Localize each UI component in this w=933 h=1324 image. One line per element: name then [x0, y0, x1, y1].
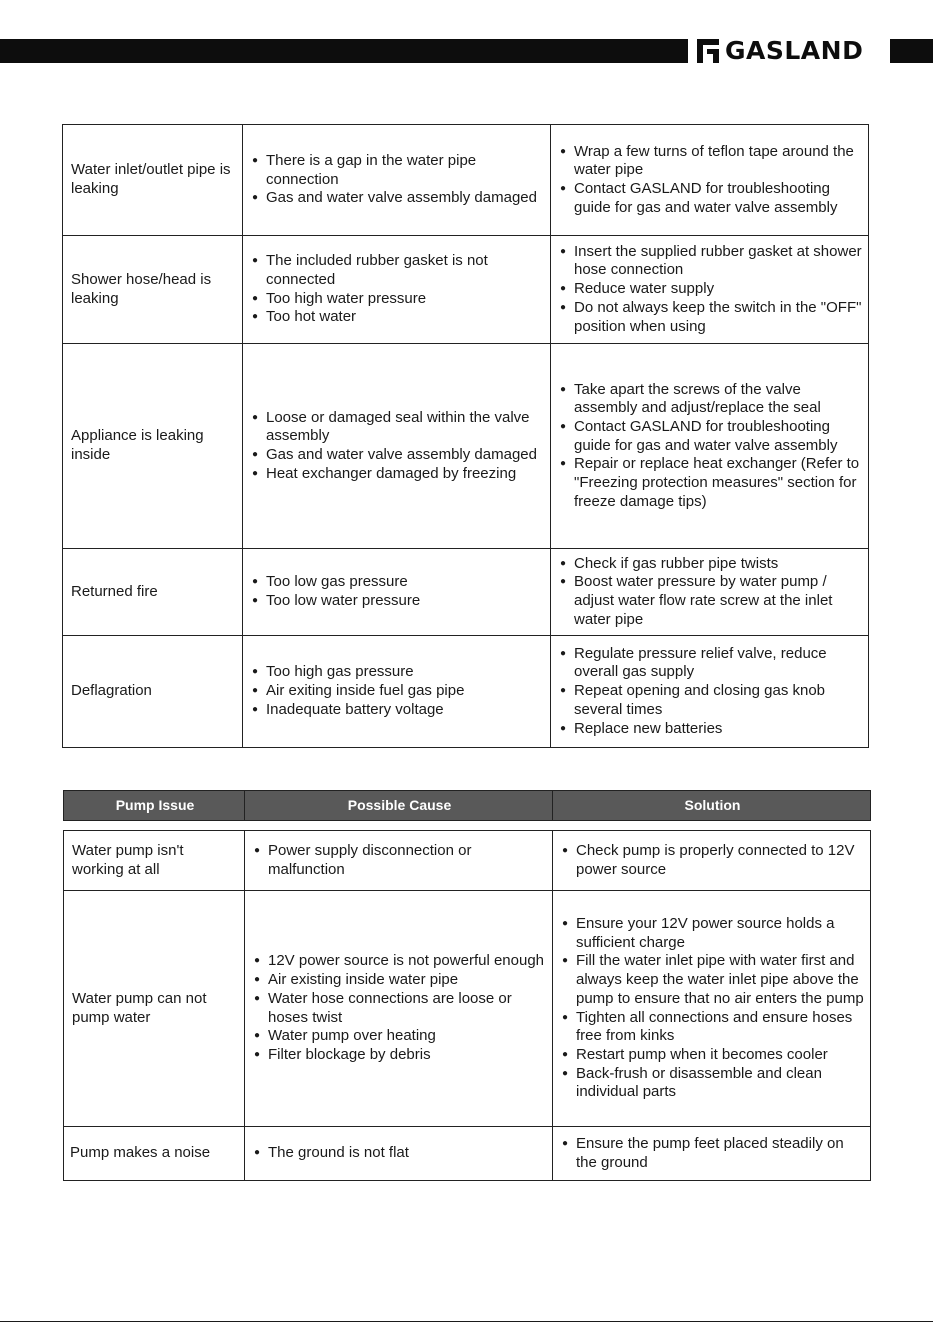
list-item: ● Check pump is properly connected to 12V power source [561, 842, 870, 879]
issue-text: Water inlet/outlet pipe is leaking [71, 161, 231, 197]
list-item: ● Inadequate battery voltage [251, 701, 544, 720]
cause-cell [243, 549, 551, 636]
table-row [63, 125, 869, 236]
table-row [63, 636, 869, 748]
cause-cell [243, 125, 551, 236]
list-item: ● Tighten all connections and ensure hoses free from kinks [561, 1009, 864, 1046]
list-item: ● Repair or replace heat exchanger (Refer to "Freezing protection measures" section for freeze damage tips) [559, 455, 862, 511]
brand-name: GASLAND [725, 36, 864, 65]
table-row [64, 1127, 871, 1181]
troubleshooting-table-pump [63, 790, 871, 1181]
list-item: ● Fill the water inlet pipe with water first and always keep the water inlet pipe above the pump to ensure that no air enters the pump [561, 952, 864, 1008]
table-row [63, 236, 869, 344]
list-item: ● Too hot water [251, 308, 544, 327]
list-item: ● Gas and water valve assembly damaged [251, 446, 544, 465]
list-item: ● Repeat opening and closing gas knob several times [559, 682, 862, 719]
list-item: ● Check if gas rubber pipe twists [559, 555, 862, 574]
spacer-row [64, 821, 871, 831]
issue-cell [64, 891, 245, 1127]
list-item: ● Reduce water supply [559, 280, 862, 299]
list-item: ● Too low water pressure [251, 592, 544, 611]
column-header-issue: Pump Issue [64, 791, 245, 821]
issue-cell [63, 125, 243, 236]
issue-text: Water pump can not pump water [72, 989, 207, 1026]
list-item: ● Contact GASLAND for troubleshooting guide for gas and water valve assembly [559, 418, 862, 455]
table-row [63, 549, 869, 636]
issue-cell [63, 549, 243, 636]
brand-logo [697, 37, 863, 65]
list-item: ● Back-frush or disassemble and clean individual parts [561, 1065, 864, 1102]
list-item: ● Too low gas pressure [251, 573, 544, 592]
issue-cell [63, 636, 243, 748]
issue-cell [64, 831, 245, 891]
header-bar-left [0, 39, 688, 63]
cause-cell [245, 891, 553, 1127]
list-item: ● Replace new batteries [559, 720, 862, 739]
cause-cell [243, 636, 551, 748]
troubleshooting-table-heater [62, 124, 869, 748]
issue-text: Deflagration [71, 682, 152, 700]
column-header-cause: Possible Cause [245, 791, 553, 821]
list-item: ● Water hose connections are loose or hoses twist [253, 990, 546, 1027]
list-item: ● Too high water pressure [251, 290, 544, 309]
solution-cell [551, 636, 869, 748]
list-item: ● Insert the supplied rubber gasket at shower hose connection [559, 243, 862, 280]
issue-cell [63, 344, 243, 549]
list-item: ● Filter blockage by debris [253, 1046, 546, 1065]
list-item: ● Ensure the pump feet placed steadily on the ground [561, 1135, 864, 1172]
list-item: ● Boost water pressure by water pump / adjust water flow rate screw at the inlet water pipe [559, 573, 862, 629]
list-item: ● Power supply disconnection or malfunction [253, 842, 546, 879]
list-item: ● Too high gas pressure [251, 663, 544, 682]
list-item: ● Ensure your 12V power source holds a sufficient charge [561, 915, 864, 952]
solution-cell [551, 125, 869, 236]
cause-cell [245, 831, 553, 891]
issue-cell [63, 236, 243, 344]
list-item: ● Wrap a few turns of teflon tape around the water pipe [559, 143, 862, 180]
list-item: ● 12V power source is not powerful enough [253, 952, 546, 971]
list-item: ● Take apart the screws of the valve assembly and adjust/replace the seal [559, 381, 862, 418]
issue-text: Appliance is leaking inside [71, 427, 204, 463]
header-bar-right [890, 39, 933, 63]
solution-cell [551, 344, 869, 549]
table-row [63, 344, 869, 549]
gasland-logo-icon [697, 39, 719, 63]
issue-text: Pump makes a noise [70, 1144, 211, 1162]
table-row [64, 891, 871, 1127]
solution-cell [553, 1127, 871, 1181]
cause-cell [243, 344, 551, 549]
list-item: ● Regulate pressure relief valve, reduce overall gas supply [559, 645, 862, 682]
list-item: ● There is a gap in the water pipe connection [251, 152, 544, 189]
column-header-solution: Solution [553, 791, 871, 821]
list-item: ● Contact GASLAND for troubleshooting guide for gas and water valve assembly [559, 180, 862, 217]
list-item: ● The included rubber gasket is not connected [251, 252, 544, 289]
cause-cell [243, 236, 551, 344]
list-item: ● Air exiting inside fuel gas pipe [251, 682, 544, 701]
solution-cell [553, 891, 871, 1127]
footer-rule [0, 1321, 933, 1322]
issue-text: Returned fire [71, 582, 158, 600]
list-item: ● Air existing inside water pipe [253, 971, 546, 990]
solution-cell [551, 549, 869, 636]
list-item: ● The ground is not flat [253, 1144, 546, 1163]
list-item: ● Gas and water valve assembly damaged [251, 189, 544, 208]
solution-cell [551, 236, 869, 344]
list-item: ● Restart pump when it becomes cooler [561, 1046, 864, 1065]
table-header-row [64, 791, 871, 821]
list-item: ● Water pump over heating [253, 1027, 546, 1046]
issue-cell [64, 1127, 245, 1181]
issue-text: Shower hose/head is leaking [71, 270, 212, 307]
list-item: ● Heat exchanger damaged by freezing [251, 465, 544, 484]
table-row [64, 831, 871, 891]
cause-cell [245, 1127, 553, 1181]
list-item: ● Loose or damaged seal within the valve assembly [251, 409, 544, 446]
list-item: ● Do not always keep the switch in the "OFF" position when using [559, 299, 862, 336]
solution-cell [553, 831, 871, 891]
issue-text: Water pump isn't working at all [72, 841, 184, 878]
